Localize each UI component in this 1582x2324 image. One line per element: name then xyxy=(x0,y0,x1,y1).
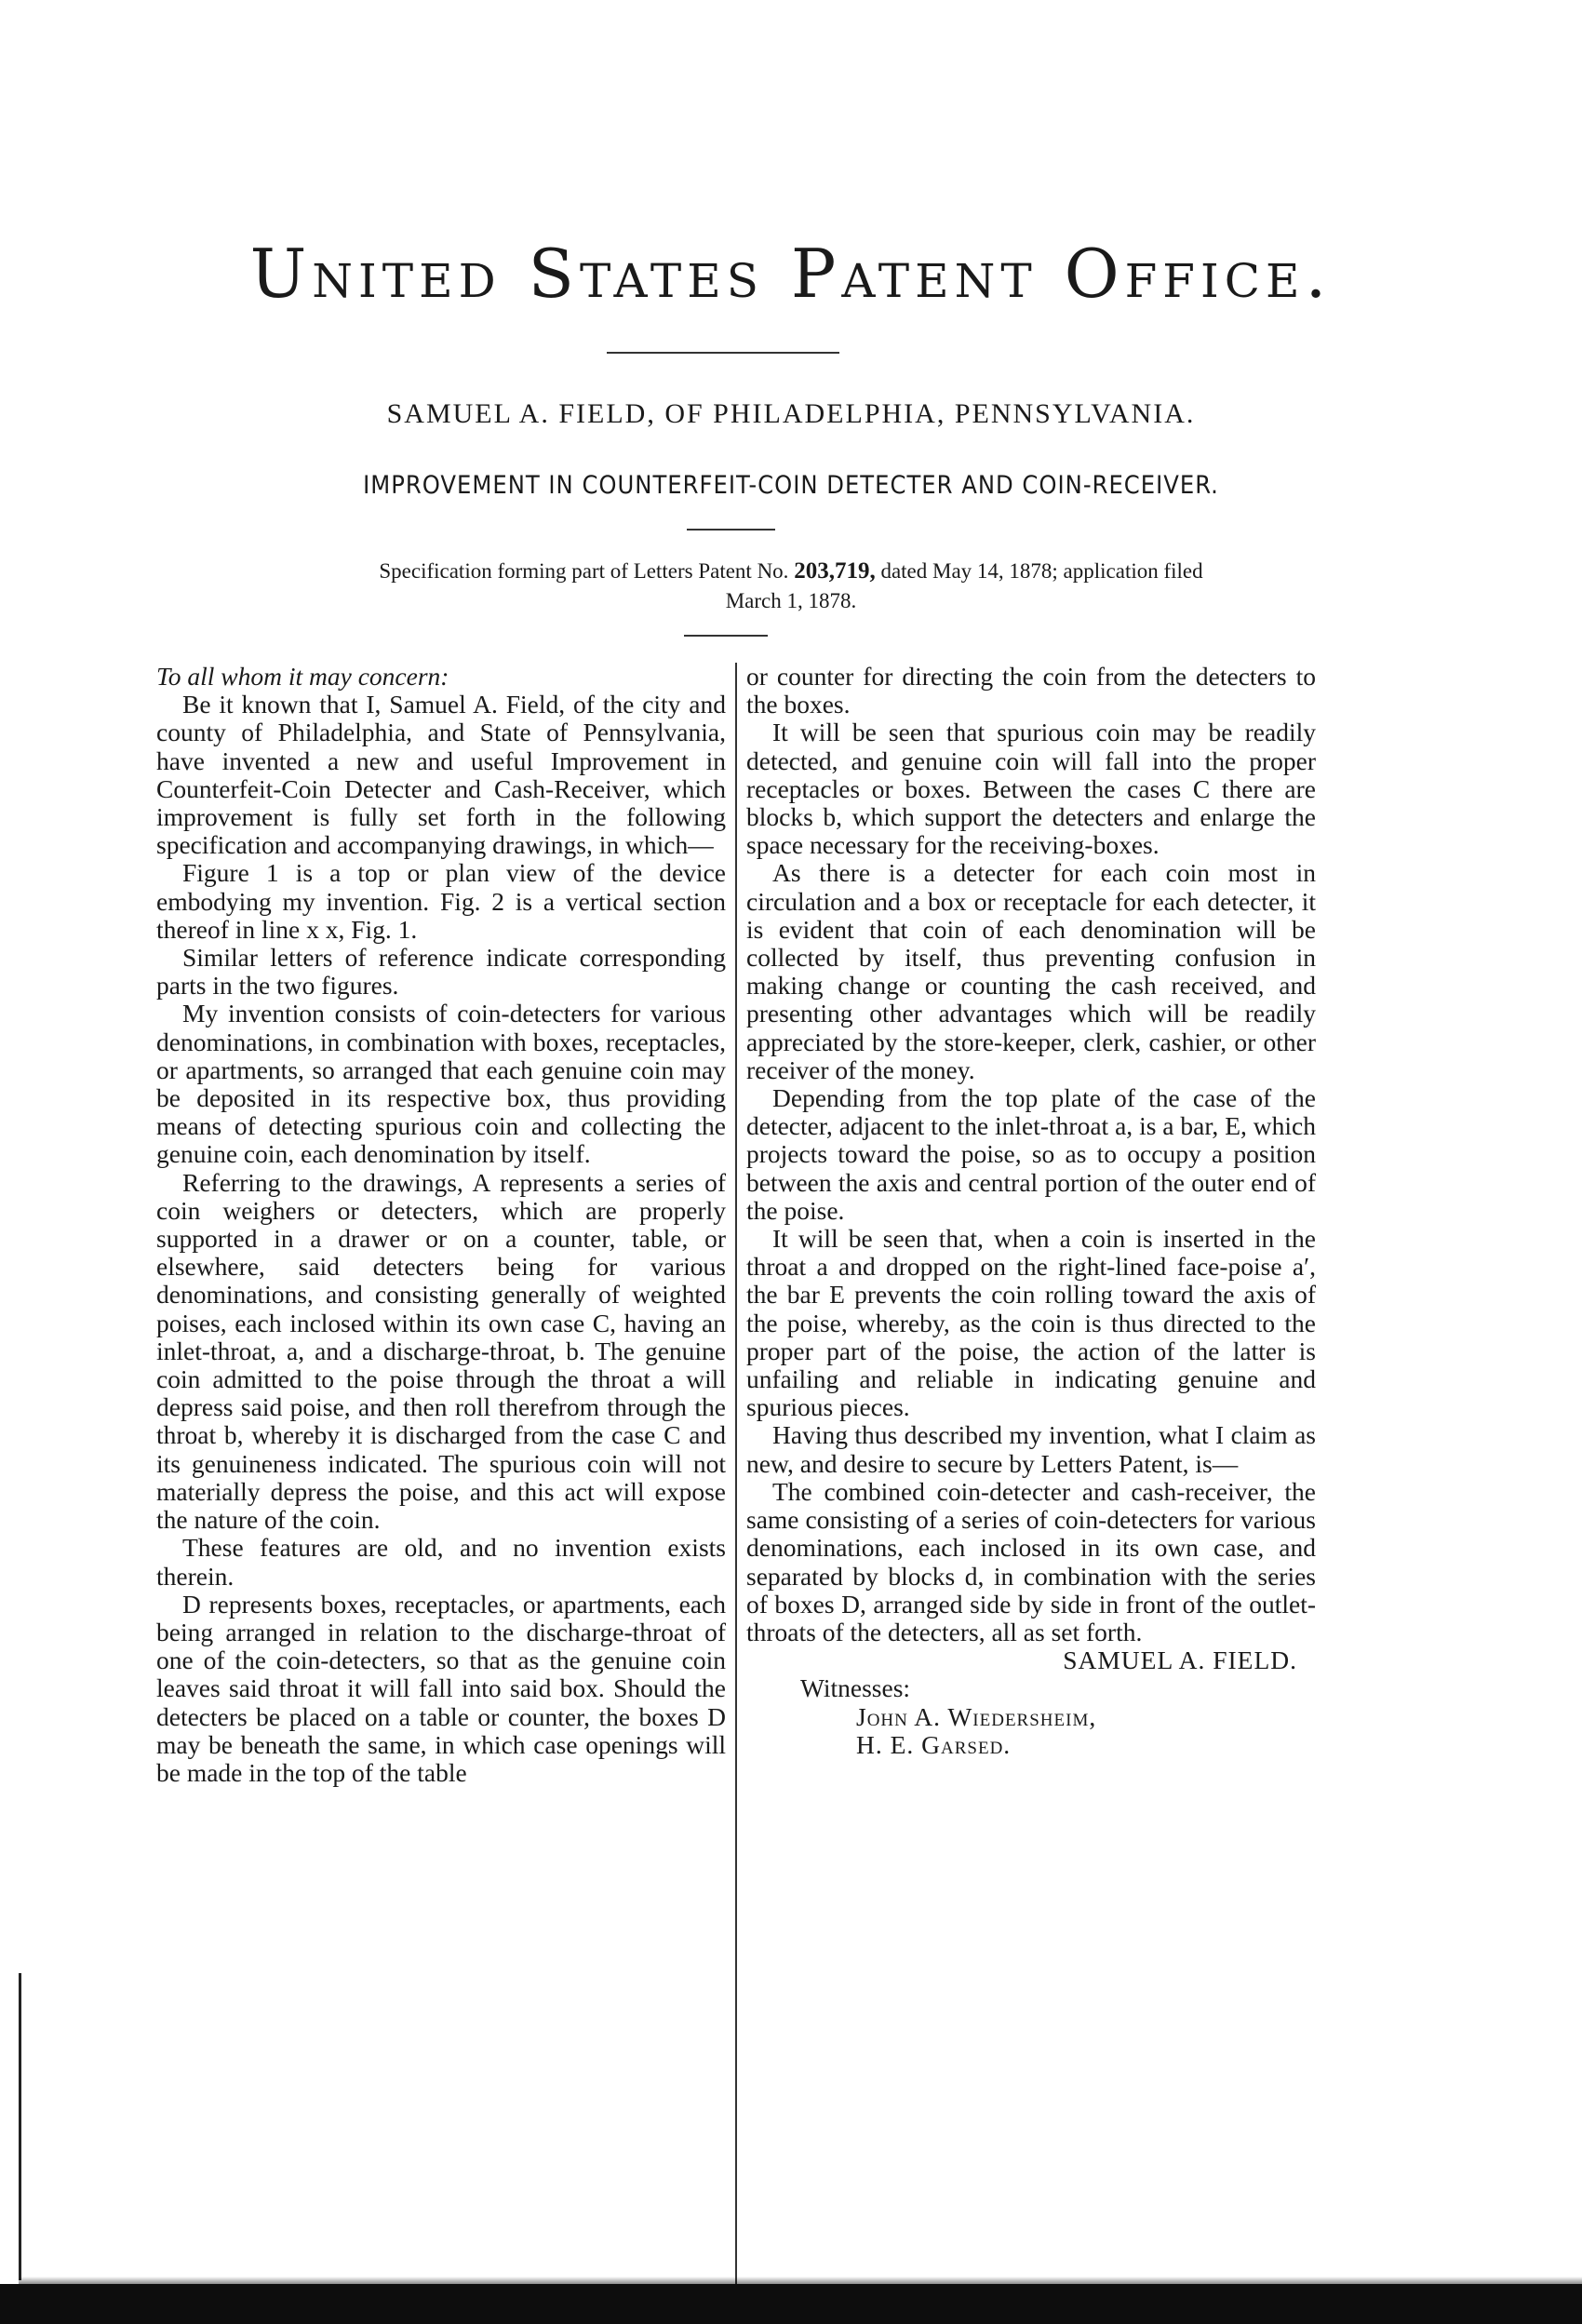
improvement-rule xyxy=(687,529,775,531)
paragraph: Having thus described my invention, what I claim as new, and desire to secure by Letters Patent, is— xyxy=(746,1420,1316,1478)
column-divider xyxy=(735,663,737,2319)
paragraph: Similar letters of reference indicate corresponding parts in the two figures. xyxy=(156,943,726,1001)
title-rule xyxy=(607,352,839,354)
witnesses-label: Witnesses: xyxy=(800,1673,911,1703)
witness-name: H. E. Garsed. xyxy=(856,1729,1012,1759)
paragraph: These features are old, and no invention exists therein. xyxy=(156,1533,726,1591)
paragraph: D represents boxes, receptacles, or apartments, each being arranged in relation to the discharge-throat of one of the coin-detecters, so that as the genuine coin leaves said throat it will fall into said box. Should the detecters be placed on a table or counter, the boxes D may be beneath the same, in which case openings will be made in the top of the table xyxy=(156,1589,726,1787)
paragraph: It will be seen that, when a coin is inserted in the throat a and dropped on the right-lined face-poise a′, the bar E prevents the coin rolling toward the axis of the poise, whereby, as the coin is thus directed to the proper part of the poise, the action of the latter is unfailing and reliable in indicating genuine and spurious pieces. xyxy=(746,1224,1316,1422)
paragraph: My invention consists of coin-detecters for various denominations, in combination with boxes, receptacles, or apartments, so arranged that each genuine coin may be deposited in its respective box, thus providing means of detecting spurious coin and collecting the genuine coin, each denomination by itself. xyxy=(156,999,726,1169)
paragraph: As there is a detecter for each coin most in circulation and a box or receptacle for each detecter, it is evident that coin of each denomination will be collected by itself, thus preventing confusion in making change or counting the cash received, and presenting other advantages which will be readily appreciated by the store-keeper, clerk, cashier, or other receiver of the money. xyxy=(746,858,1316,1084)
salutation: To all whom it may concern: xyxy=(156,662,449,691)
right-column xyxy=(746,663,1316,1759)
claim-paragraph: The combined coin-detecter and cash-receiver, the same consisting of a series of coin-detecters for various denominations, each inclosed in its own case, and separated by blocks d, in combination with the series of boxes D, arranged side by side in front of the outlet-throats of the detecters, all as set forth. xyxy=(746,1476,1316,1646)
patent-number: 203,719, xyxy=(794,558,876,584)
witness-name: John A. Wiedersheim, xyxy=(856,1701,1097,1731)
spec-filing-date: March 1, 1878. xyxy=(725,589,857,612)
paragraph: Depending from the top plate of the case of the detecter, adjacent to the inlet-throat a, is a bar, E, which projects toward the poise, so as to occupy a position between the axis and central portion of the outer end of the poise. xyxy=(746,1083,1316,1225)
spec-suffix: dated May 14, 1878; application filed xyxy=(880,559,1203,583)
scan-shadow xyxy=(19,2277,1582,2284)
continued-paragraph: or counter for directing the coin from the detecters to the boxes. xyxy=(746,662,1316,719)
paragraph: Referring to the drawings, A represents a series of coin weighers or detecters, which are properly supported in a drawer or on a counter, table, or elsewhere, said detecters being for various denominations, and consisting generally of weighted poises, each inclosed within its own case C, having an inlet-throat, a, and a discharge-throat, b. The genuine coin admitted to the poise through the throat a will depress said poise, and then roll therefrom through the throat b, whereby it is discharged from the case C and its genuineness indicated. The spurious coin will not materially depress the poise, and this act will expose the nature of the coin. xyxy=(156,1167,726,1535)
scan-bottom-bar xyxy=(0,2284,1582,2324)
scan-edge-mark xyxy=(19,1973,21,2280)
paragraph: Figure 1 is a top or plan view of the device embodying my invention. Fig. 2 is a vertical section thereof in line x x, Fig. 1. xyxy=(156,858,726,944)
improvement-title: IMPROVEMENT IN COUNTERFEIT-COIN DETECTER AND COIN-RECEIVER. xyxy=(363,471,1219,500)
office-title: United States Patent Office. xyxy=(249,235,1333,313)
inventor-line: SAMUEL A. FIELD, OF PHILADELPHIA, PENNSYLVANIA. xyxy=(386,398,1196,429)
spec-prefix: Specification forming part of Letters Patent No. xyxy=(379,559,789,583)
specification-line xyxy=(186,557,1396,616)
paragraph: Be it known that I, Samuel A. Field, of the city and county of Philadelphia, and State of Pennsylvania, have invented a new and useful Improvement in Counterfeit-Coin Detecter and Cash-Receiver, which improvement is fully set forth in the following specification and accompanying drawings, in which— xyxy=(156,690,726,860)
left-column xyxy=(156,663,726,1787)
paragraph: It will be seen that spurious coin may be readily detected, and genuine coin will fall into the proper receptacles or boxes. Between the cases C there are blocks b, which support the detecters and enlarge the space necessary for the receiving-boxes. xyxy=(746,718,1316,860)
inventor-signature: SAMUEL A. FIELD. xyxy=(1063,1646,1297,1675)
spec-rule xyxy=(684,635,768,637)
